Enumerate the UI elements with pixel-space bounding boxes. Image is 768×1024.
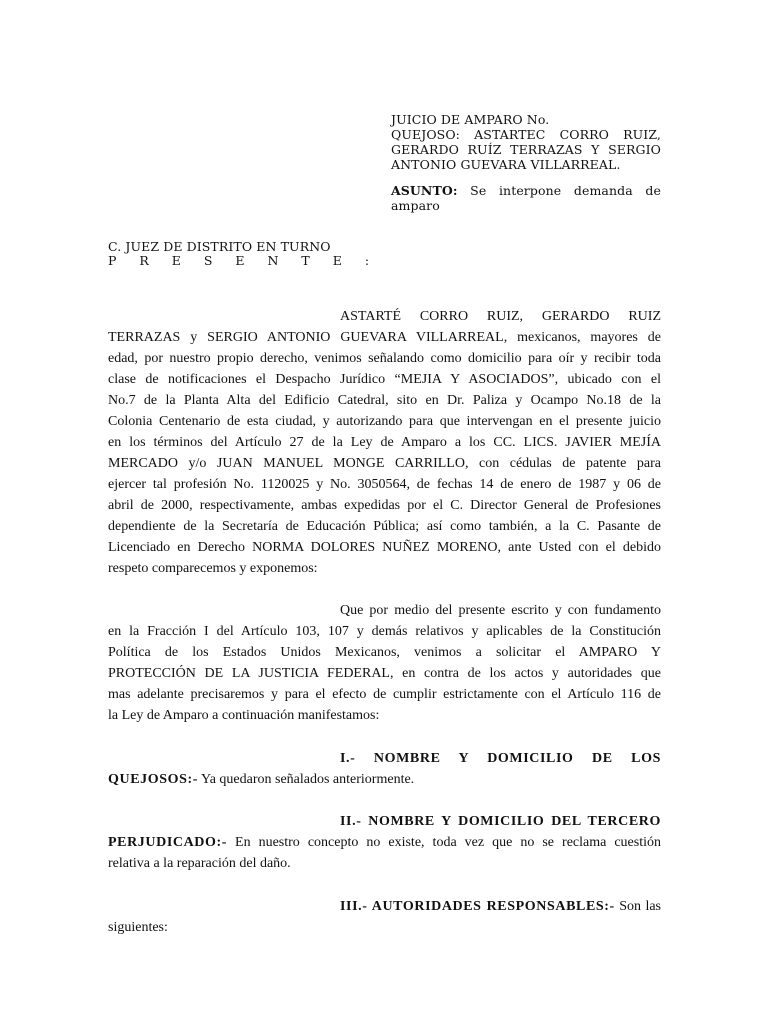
- paragraph-1-line: Licenciado en Derecho NORMA DOLORES NUÑEZ MORENO, ante Usted con el debido: [108, 540, 661, 555]
- paragraph-1-line: MERCADO y/o JUAN MANUEL MONGE CARRILLO, con cédulas de patente para: [108, 456, 661, 471]
- subject-label: ASUNTO:: [391, 183, 458, 198]
- section-3-text: Son las: [614, 899, 662, 914]
- paragraph-2-line: Política de los Estados Unidos Mexicanos, venimos a solicitar el AMPARO Y: [108, 645, 661, 660]
- paragraph-1-line: en los términos del Artículo 27 de la Ley de Amparo a los CC. LICS. JAVIER MEJÍA: [108, 435, 661, 450]
- paragraph-1-line: edad, por nuestro propio derecho, venimos señalando como domicilio para oír y recibir toda: [108, 351, 661, 366]
- paragraph-1-line: dependiente de la Secretaría de Educación Pública; así como también, a la C. Pasante de: [108, 519, 661, 534]
- paragraph-2-line: mas adelante precisaremos y para el efecto de cumplir estrictamente con el Artículo 116 de: [108, 687, 661, 702]
- section-3-heading-text: III.- AUTORIDADES RESPONSABLES:-: [340, 899, 615, 914]
- section-1-text: Ya quedaron señalados anteriormente.: [198, 772, 415, 787]
- section-1-heading: [108, 748, 661, 769]
- addressee-block: [108, 240, 379, 268]
- paragraph-1-line: No.7 de la Planta Alta del Edificio Catedral, sito en Dr. Paliza y Ocampo No.18 de la: [108, 393, 661, 408]
- paragraph-1-line: TERRAZAS y SERGIO ANTONIO GUEVARA VILLARREAL, mexicanos, mayores de: [108, 330, 661, 345]
- paragraph-2-line: la Ley de Amparo a continuación manifestamos:: [108, 708, 380, 723]
- paragraph-2: [108, 600, 661, 726]
- subject-line-1: [391, 183, 661, 198]
- section-2-heading: [108, 811, 661, 832]
- section-2-text: En nuestro concepto no existe, toda vez que no se reclama cuestión: [227, 835, 661, 850]
- paragraph-1-line: respeto comparecemos y exponemos:: [108, 561, 318, 576]
- case-header: [391, 112, 661, 172]
- paragraph-2-line: Que por medio del presente escrito y con fundamento: [340, 603, 661, 618]
- paragraph-2-line: PROTECCIÓN DE LA JUSTICIA FEDERAL, en contra de los actos y autoridades que: [108, 666, 661, 681]
- section-2-heading-text: II.- NOMBRE Y DOMICILIO DEL TERCERO: [340, 814, 661, 829]
- section-1: [108, 748, 661, 790]
- paragraph-1-line: ASTARTÉ CORRO RUIZ, GERARDO RUIZ: [340, 309, 661, 324]
- section-3: [108, 896, 661, 938]
- section-1-line: [108, 769, 661, 790]
- section-3-line: siguientes:: [108, 920, 168, 935]
- section-2-line: relativa a la reparación del daño.: [108, 856, 291, 871]
- section-3-heading: [108, 896, 661, 917]
- addressee-judge: C. JUEZ DE DISTRITO EN TURNO: [108, 239, 331, 254]
- section-2: [108, 811, 661, 874]
- paragraph-1-line: ejercer tal profesión No. 1120025 y No. 3050564, de fechas 14 de enero de 1987 y 06 de: [108, 477, 661, 492]
- complainant-line-2: GERARDO RUÍZ TERRAZAS Y SERGIO: [391, 142, 661, 157]
- section-2-label: PERJUDICADO:-: [108, 835, 228, 850]
- paragraph-2-line: en la Fracción I del Artículo 103, 107 y demás relativos y aplicables de la Constitución: [108, 624, 661, 639]
- subject-text: Se interpone demanda de: [470, 183, 661, 198]
- paragraph-1-line: Colonia Centenario de esta ciudad, y autorizando para que intervengan en el presente juicio: [108, 414, 661, 429]
- case-number-line: JUICIO DE AMPARO No.: [391, 112, 550, 127]
- subject-block: [391, 183, 661, 213]
- subject-line-2: amparo: [391, 198, 440, 213]
- paragraph-1: [108, 306, 661, 579]
- section-2-line: [108, 832, 661, 853]
- paragraph-1-line: clase de notificaciones el Despacho Jurídico “MEJIA Y ASOCIADOS”, ubicado con el: [108, 372, 661, 387]
- section-1-label: QUEJOSOS:-: [108, 772, 199, 787]
- section-1-heading-text: I.- NOMBRE Y DOMICILIO DE LOS: [340, 751, 661, 766]
- complainant-line-1: QUEJOSO: ASTARTEC CORRO RUIZ,: [391, 127, 661, 142]
- paragraph-1-line: abril de 2000, respectivamente, ambas expedidas por el C. Director General de Profesiones: [108, 498, 661, 513]
- complainant-line-3: ANTONIO GUEVARA VILLARREAL.: [391, 157, 621, 172]
- addressee-presente: P R E S E N T E :: [108, 253, 379, 268]
